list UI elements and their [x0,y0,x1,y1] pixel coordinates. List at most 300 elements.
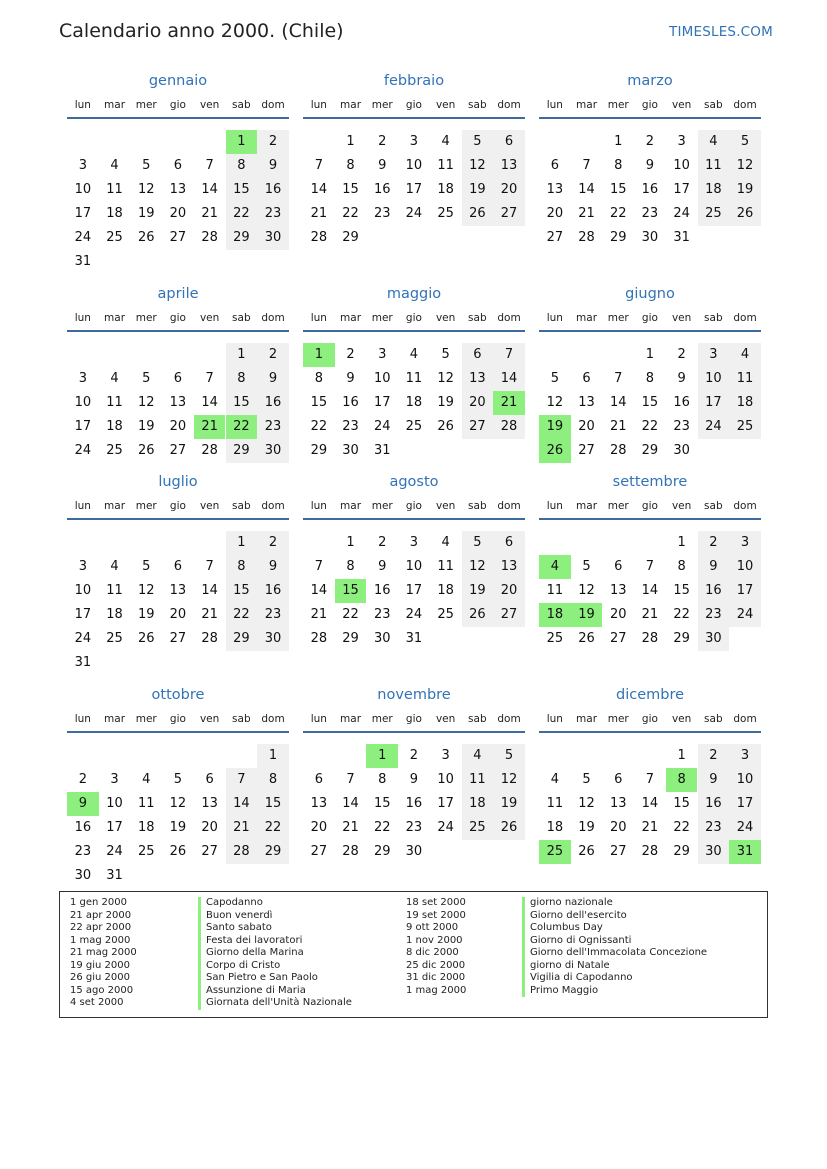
day-cell: 21 [310,607,328,622]
weekday-label: sab [704,713,723,725]
weekday-label: ven [435,500,456,512]
day-cell: 15 [609,182,627,197]
day-cell: 5 [462,130,494,154]
day-cell: 15 [342,182,359,197]
day-cell: 25 [437,206,454,221]
holiday-day-cell: 4 [539,555,571,579]
weekday-label: sab [468,713,487,725]
day-cell: 19 [578,820,595,835]
day-cell: 17 [74,206,92,221]
day-cell: 20 [493,579,525,603]
legend-holiday-name: Giorno dell'esercito [530,909,627,921]
day-cell: 26 [137,631,155,646]
day-cell: 9 [257,555,289,579]
day-cell: 8 [614,158,623,173]
weekday-label: dom [261,713,285,725]
day-cell: 30 [673,443,690,458]
weekday-label: lun [74,713,91,725]
day-cell: 5 [142,371,151,386]
day-cell: 12 [437,371,454,386]
day-cell: 1 [226,531,258,555]
day-cell: 16 [342,395,359,410]
legend-holiday-name: Santo sabato [206,922,272,933]
day-cell: 30 [257,627,289,651]
month-name: aprile [157,286,199,302]
legend-date: 8 dic 2000 [406,947,459,958]
page-title: Calendario anno 2000. (Chile) [59,20,344,42]
day-cell: 9 [378,559,387,574]
day-cell: 15 [226,391,258,415]
day-cell: 3 [78,371,87,386]
holiday-day-cell: 8 [666,768,698,792]
weekday-label: gio [169,99,186,111]
day-cell: 18 [698,178,730,202]
day-cell: 3 [378,347,387,362]
day-cell: 10 [405,158,423,173]
day-cell: 17 [106,820,123,835]
day-cell: 1 [677,748,686,763]
weekday-label: dom [733,312,757,324]
day-cell: 1 [645,347,655,362]
day-cell: 6 [173,371,183,386]
day-cell: 20 [169,419,187,434]
header-rule [67,731,289,733]
day-cell: 17 [698,391,730,415]
day-cell: 7 [346,772,355,787]
day-cell: 21 [226,816,258,840]
day-cell: 18 [437,182,454,197]
day-cell: 14 [226,792,258,816]
day-cell: 18 [405,395,423,410]
day-cell: 15 [310,395,328,410]
weekday-label: mar [104,713,126,725]
day-cell: 31 [74,254,92,269]
day-cell: 13 [609,796,627,811]
weekday-label: mer [135,500,157,512]
day-cell: 9 [409,772,419,787]
day-cell: 23 [74,844,92,859]
legend-names-left [198,897,352,1010]
day-cell: 24 [373,419,391,434]
site-logo-text[interactable]: TIMESLES.COM [669,24,773,40]
day-cell: 2 [645,134,655,149]
weekday-label: mar [340,713,362,725]
day-cell: 16 [74,820,92,835]
weekday-label: mer [607,500,629,512]
day-cell: 16 [698,579,730,603]
day-cell: 27 [493,202,525,226]
day-cell: 17 [437,796,454,811]
holiday-day-cell: 9 [67,792,99,816]
legend-date: 1 gen 2000 [70,897,128,908]
weekday-label: ven [671,312,692,324]
legend-holiday-name: Corpo di Cristo [206,959,281,971]
day-cell: 26 [137,443,155,458]
day-cell: 19 [437,395,454,410]
day-cell: 20 [169,607,187,622]
day-cell: 29 [310,443,328,458]
day-cell: 27 [546,230,564,245]
day-cell: 14 [641,796,659,811]
weekday-label: dom [497,99,521,111]
weekday-label: lun [546,312,563,324]
weekday-label: lun [310,99,327,111]
header-rule [67,518,289,520]
weekday-label: lun [74,500,91,512]
day-cell: 8 [226,367,258,391]
holiday-legend [59,891,768,1018]
weekday-label: dom [733,99,757,111]
day-cell: 9 [257,154,289,178]
day-cell: 8 [645,371,655,386]
day-cell: 24 [74,443,92,458]
day-cell: 29 [257,840,289,864]
day-cell: 10 [437,772,454,787]
legend-holiday-name: giorno nazionale [530,897,613,908]
day-cell: 3 [677,134,686,149]
day-cell: 11 [106,395,123,410]
day-cell: 5 [142,559,151,574]
weekday-label: mar [576,500,598,512]
holiday-day-cell: 18 [539,603,571,627]
day-cell: 23 [405,820,423,835]
day-cell: 27 [201,844,218,859]
day-cell: 22 [641,419,659,434]
month-name: dicembre [615,687,685,703]
holiday-day-cell: 1 [366,744,398,768]
day-cell: 7 [614,371,623,386]
day-cell: 2 [409,748,419,763]
day-cell: 14 [578,182,595,197]
day-cell: 5 [173,772,183,787]
day-cell: 19 [169,820,187,835]
day-cell: 22 [257,816,289,840]
weekday-label: mer [607,713,629,725]
day-cell: 9 [645,158,655,173]
day-cell: 10 [698,367,730,391]
day-cell: 18 [106,419,123,434]
weekday-label: ven [435,99,456,111]
day-cell: 11 [106,583,123,598]
day-cell: 20 [462,391,494,415]
month-name: febbraio [383,73,445,89]
day-cell: 29 [673,631,690,646]
header-rule [303,731,525,733]
day-cell: 17 [729,579,761,603]
weekday-label: gio [169,500,186,512]
day-cell: 11 [106,182,123,197]
day-cell: 17 [74,607,92,622]
day-cell: 21 [578,206,595,221]
weekday-label: ven [199,500,220,512]
day-cell: 19 [493,792,525,816]
day-cell: 16 [673,395,690,410]
day-cell: 27 [493,603,525,627]
holiday-day-cell: 21 [493,391,525,415]
day-cell: 27 [609,631,627,646]
day-cell: 14 [342,796,359,811]
day-cell: 13 [169,182,187,197]
day-cell: 27 [609,844,627,859]
day-cell: 7 [582,158,591,173]
header-rule [303,330,525,332]
day-cell: 6 [614,772,623,787]
day-cell: 29 [609,230,627,245]
day-cell: 7 [314,559,323,574]
holiday-day-cell: 25 [539,840,571,864]
day-cell: 12 [137,182,155,197]
day-cell: 11 [698,154,730,178]
day-cell: 14 [201,583,218,598]
day-cell: 17 [673,182,690,197]
day-cell: 19 [137,206,155,221]
day-cell: 27 [578,443,595,458]
legend-holiday-name: Giornata dell'Unità Nazionale [206,997,352,1008]
day-cell: 19 [729,178,761,202]
day-cell: 4 [409,347,419,362]
day-cell: 19 [137,419,155,434]
month-name: gennaio [148,73,208,89]
legend-date: 19 giu 2000 [70,959,130,971]
day-cell: 30 [74,868,92,883]
day-cell: 29 [373,844,391,859]
day-cell: 28 [226,840,258,864]
day-cell: 31 [373,443,391,458]
weekday-label: mer [371,500,393,512]
day-cell: 18 [137,820,155,835]
day-cell: 24 [405,607,423,622]
day-cell: 11 [546,583,564,598]
day-cell: 26 [137,230,155,245]
day-cell: 14 [201,395,218,410]
weekday-label: sab [704,99,723,111]
day-cell: 25 [462,816,494,840]
day-cell: 8 [346,158,355,173]
day-cell: 4 [110,158,119,173]
day-cell: 28 [310,230,328,245]
day-cell: 21 [201,206,218,221]
month-name: novembre [377,687,451,703]
day-cell: 2 [257,130,289,154]
day-cell: 23 [673,419,690,434]
day-cell: 4 [729,343,761,367]
weekday-label: dom [497,312,521,324]
day-cell: 20 [310,820,328,835]
weekday-label: gio [641,99,658,111]
day-cell: 29 [226,627,258,651]
legend-date: 22 apr 2000 [70,922,132,933]
day-cell: 3 [110,772,119,787]
weekday-label: ven [671,99,692,111]
day-cell: 16 [257,579,289,603]
weekday-label: ven [435,713,456,725]
day-cell: 26 [462,603,494,627]
day-cell: 2 [698,531,730,555]
day-cell: 22 [609,206,627,221]
day-cell: 10 [74,395,92,410]
day-cell: 28 [578,230,595,245]
weekday-label: sab [232,312,251,324]
day-cell: 22 [226,202,258,226]
day-cell: 6 [493,531,525,555]
holiday-day-cell: 1 [226,130,258,154]
day-cell: 10 [106,796,123,811]
weekday-label: gio [641,312,658,324]
day-cell: 28 [641,631,659,646]
day-cell: 24 [74,631,92,646]
header-rule [67,117,289,119]
legend-holiday-name: Giorno di Ognissanti [530,934,632,946]
day-cell: 22 [373,820,391,835]
day-cell: 14 [201,182,218,197]
day-cell: 1 [257,744,289,768]
day-cell: 8 [378,772,387,787]
day-cell: 2 [378,134,387,149]
weekday-label: gio [641,500,658,512]
day-cell: 22 [342,206,359,221]
day-cell: 7 [205,371,214,386]
day-cell: 24 [698,415,730,439]
day-cell: 2 [677,347,686,362]
day-cell: 28 [493,415,525,439]
day-cell: 5 [582,559,591,574]
weekday-label: ven [671,713,692,725]
weekday-label: mar [340,312,362,324]
header-rule [303,518,525,520]
day-cell: 14 [310,182,328,197]
day-cell: 30 [698,627,730,651]
day-cell: 20 [546,206,564,221]
legend-holiday-name: Buon venerdì [206,909,273,921]
day-cell: 4 [441,134,450,149]
day-cell: 16 [257,178,289,202]
day-cell: 30 [373,631,391,646]
day-cell: 14 [609,395,627,410]
day-cell: 13 [201,796,218,811]
weekday-label: lun [74,312,91,324]
day-cell: 13 [462,367,494,391]
day-cell: 16 [373,182,391,197]
day-cell: 20 [609,820,627,835]
day-cell: 25 [729,415,761,439]
day-cell: 22 [673,820,690,835]
day-cell: 28 [609,443,627,458]
weekday-label: lun [310,500,327,512]
day-cell: 20 [609,607,627,622]
holiday-day-cell: 22 [226,415,258,439]
legend-date: 9 ott 2000 [406,922,459,933]
day-cell: 14 [493,367,525,391]
day-cell: 23 [373,607,391,622]
legend-holiday-name: Assunzione di Maria [206,984,306,996]
day-cell: 3 [409,535,419,550]
holiday-day-cell: 15 [335,579,367,603]
day-cell: 23 [641,206,659,221]
day-cell: 25 [137,844,155,859]
day-cell: 27 [462,415,494,439]
day-cell: 28 [641,844,659,859]
day-cell: 31 [74,655,92,670]
weekday-label: gio [405,500,422,512]
weekday-label: sab [232,713,251,725]
weekday-label: sab [468,312,487,324]
day-cell: 7 [226,768,258,792]
legend-date: 21 mag 2000 [70,947,137,958]
day-cell: 20 [169,206,187,221]
legend-date: 1 mag 2000 [406,984,467,996]
day-cell: 24 [673,206,690,221]
day-cell: 12 [578,583,595,598]
legend-names-right [522,897,707,997]
legend-holiday-name: Columbus Day [530,922,603,933]
day-cell: 2 [346,347,355,362]
day-cell: 23 [342,419,359,434]
day-cell: 7 [493,343,525,367]
day-cell: 13 [169,583,187,598]
day-cell: 28 [310,631,328,646]
day-cell: 18 [546,820,564,835]
day-cell: 10 [74,583,92,598]
day-cell: 18 [106,206,123,221]
day-cell: 21 [609,419,627,434]
weekday-label: lun [310,713,327,725]
day-cell: 17 [729,792,761,816]
day-cell: 15 [226,178,258,202]
day-cell: 18 [462,792,494,816]
day-cell: 9 [698,555,730,579]
day-cell: 28 [201,631,218,646]
day-cell: 1 [346,134,355,149]
day-cell: 21 [641,607,659,622]
day-cell: 27 [169,230,187,245]
day-cell: 31 [405,631,423,646]
day-cell: 23 [257,202,289,226]
weekday-label: mar [576,99,598,111]
day-cell: 6 [462,343,494,367]
day-cell: 5 [550,371,559,386]
day-cell: 10 [729,768,761,792]
day-cell: 13 [493,154,525,178]
day-cell: 25 [405,419,423,434]
day-cell: 2 [698,744,730,768]
day-cell: 21 [641,820,659,835]
day-cell: 12 [137,395,155,410]
day-cell: 25 [698,202,730,226]
day-cell: 5 [493,744,525,768]
day-cell: 22 [226,603,258,627]
day-cell: 10 [673,158,690,173]
legend-dates-right [406,897,466,997]
day-cell: 25 [546,631,564,646]
day-cell: 29 [641,443,659,458]
day-cell: 24 [74,230,92,245]
weekday-label: gio [405,99,422,111]
legend-date: 19 set 2000 [406,909,466,921]
weekday-label: dom [733,713,757,725]
day-cell: 25 [437,607,454,622]
legend-date: 15 ago 2000 [70,984,134,996]
day-cell: 12 [462,555,494,579]
header-rule [539,117,761,119]
day-cell: 6 [550,158,559,173]
day-cell: 23 [373,206,391,221]
weekday-label: mer [135,99,157,111]
day-cell: 24 [437,820,454,835]
weekday-label: lun [546,713,563,725]
day-cell: 30 [257,439,289,463]
day-cell: 2 [78,772,87,787]
day-cell: 11 [462,768,494,792]
